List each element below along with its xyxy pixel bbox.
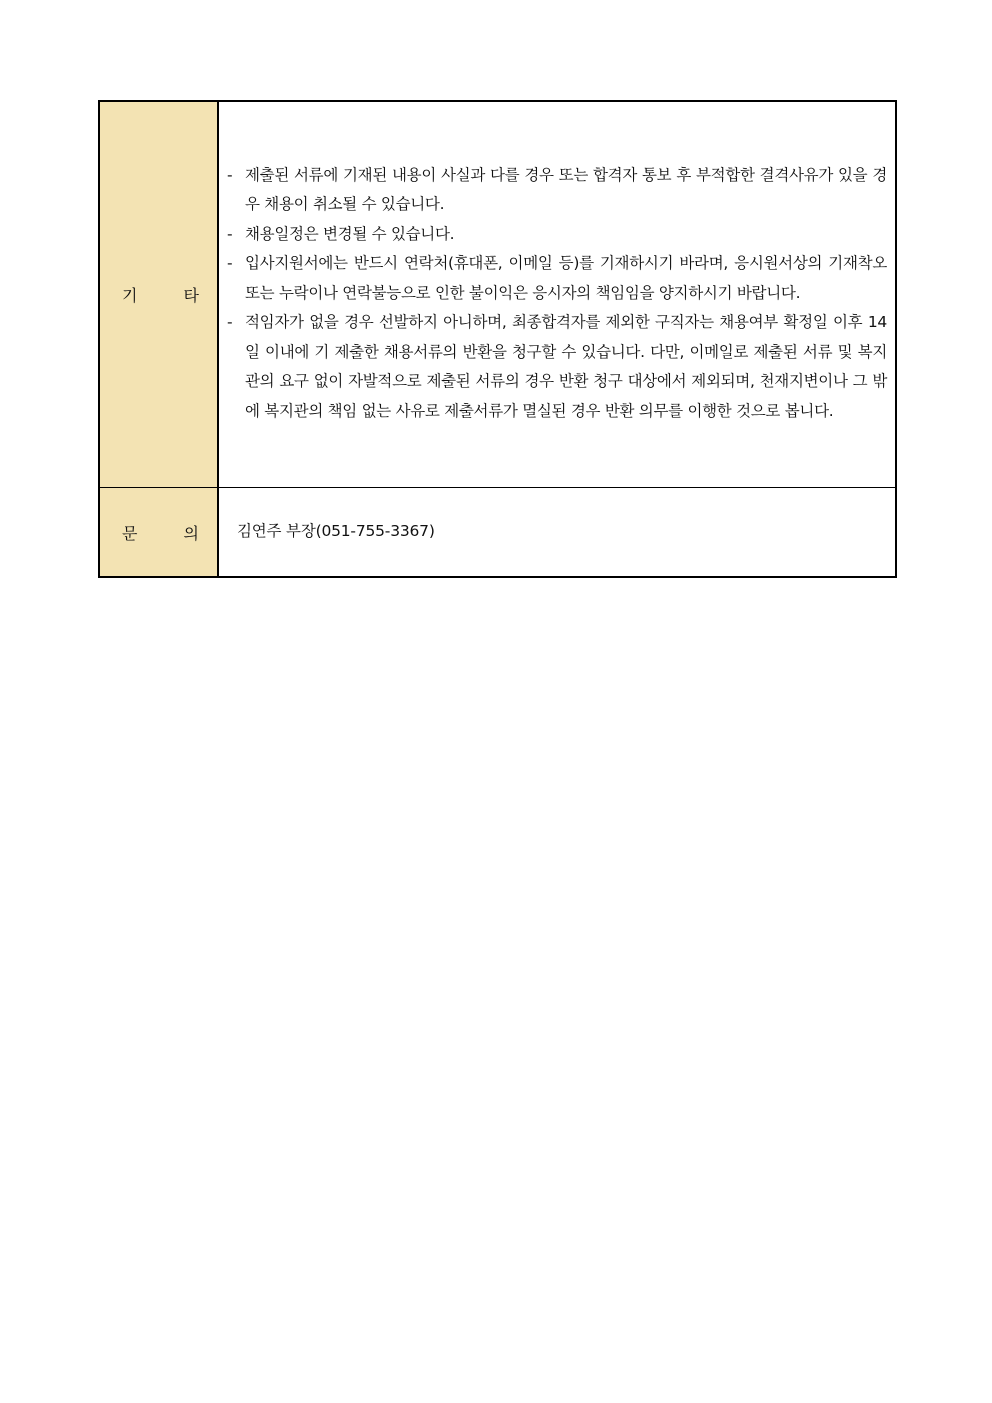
notice-text: 적임자가 없을 경우 선발하지 아니하며, 최종합격자를 제외한 구직자는 채용여부 확정일 이후 14일 이내에 기 제출한 채용서류의 반환을 청구할 수 있습니다. 다만, 이메일로 제출된 서류 및 복지관의 요구 없이 자발적으로 제출된 서류의 경우 반환 청구 대상에서 제외되며, 천재지변이나 그 밖에 복지관의 책임 없는 사유로 제출서류가 멸실된 경우 반환 의무를 이행한 것으로 봅니다. (245, 313, 887, 420)
notice-text: 채용일정은 변경될 수 있습니다. (245, 224, 455, 243)
content-cell-contact (218, 488, 896, 578)
label-contact-char-1: 문 (122, 523, 138, 543)
label-cell-etc (99, 101, 218, 488)
dash-marker: - (227, 165, 233, 184)
dash-marker: - (227, 254, 233, 273)
label-cell-contact (99, 488, 218, 578)
content-cell-etc (218, 101, 896, 488)
contact-person: 김연주 부장(051-755-3367) (237, 522, 435, 541)
notice-text: 제출된 서류에 기재된 내용이 사실과 다를 경우 또는 합격자 통보 후 부적합한 결격사유가 있을 경우 채용이 취소될 수 있습니다. (245, 165, 887, 214)
notice-text: 입사지원서에는 반드시 연락처(휴대폰, 이메일 등)를 기재하시기 바라며, 응시원서상의 기재착오 또는 누락이나 연락불능으로 인한 불이익은 응시자의 책임임을 양지하시기 바랍니다. (245, 254, 887, 302)
label-etc-char-2: 타 (183, 286, 199, 305)
label-etc-char-1: 기 (122, 286, 138, 305)
table-row-etc (99, 101, 896, 488)
dash-marker: - (227, 224, 233, 243)
notice-item-schedule-change (227, 220, 887, 250)
dash-marker: - (227, 313, 233, 332)
table-row-contact (99, 488, 896, 578)
label-contact-char-2: 의 (183, 523, 199, 543)
notice-item-document-return (227, 308, 887, 426)
notice-item-document-falsification (227, 161, 887, 220)
recruitment-info-table (98, 100, 897, 578)
notice-item-contact-info (227, 249, 887, 308)
notice-list (227, 149, 887, 441)
